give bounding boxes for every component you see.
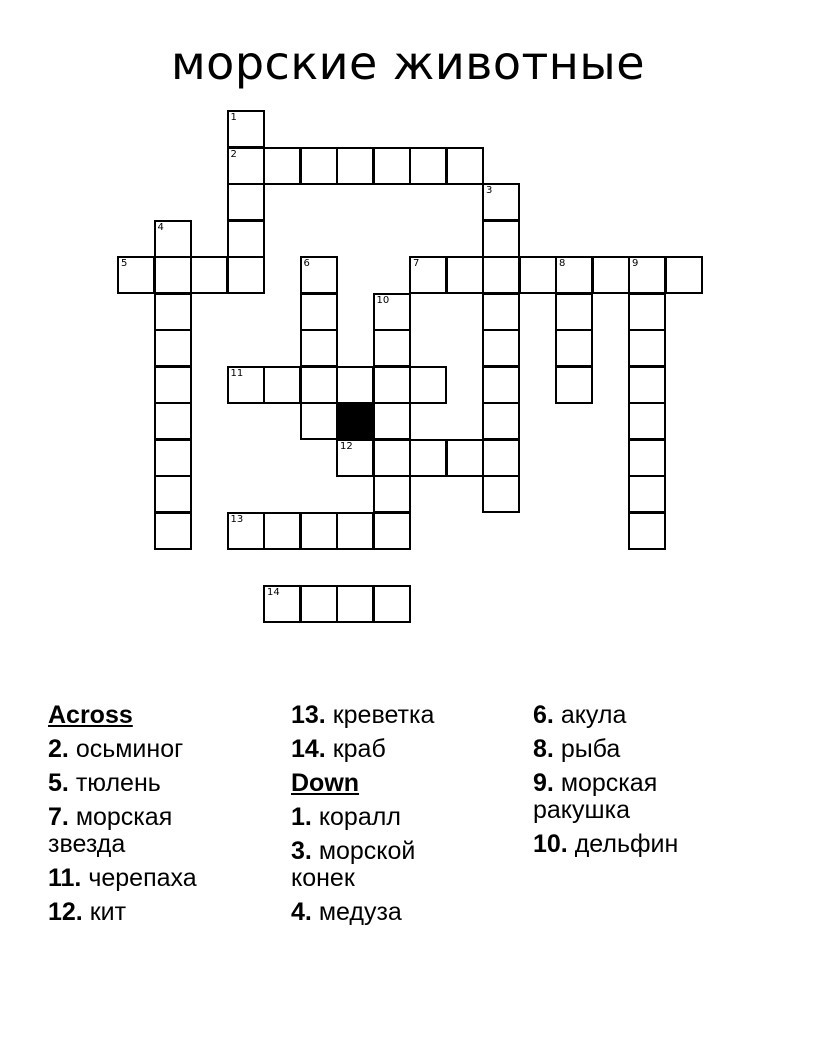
grid-cell[interactable] [373, 329, 411, 367]
grid-cell[interactable] [263, 585, 301, 623]
clue-number: 8 [559, 258, 566, 269]
grid-cell[interactable] [482, 475, 520, 513]
grid-cell[interactable] [446, 256, 484, 294]
clue-number: 2 [230, 148, 237, 160]
clue-down-3: 3. морской конек [291, 837, 416, 892]
clue-number: 7 [413, 258, 420, 269]
clue-down-6: 6. акула [533, 701, 627, 729]
clue-across-11: 11. черепаха [48, 864, 197, 892]
grid-cell[interactable] [227, 366, 265, 404]
grid-cell[interactable] [227, 512, 265, 550]
grid-cell[interactable] [154, 366, 192, 404]
clue-number: 1 [230, 112, 237, 123]
clue-number: 12 [340, 440, 353, 452]
clues-column-3 [533, 702, 773, 865]
grid-cell[interactable] [482, 183, 520, 221]
grid-cell[interactable] [373, 366, 411, 404]
grid-cell[interactable] [154, 475, 192, 513]
clue-down-9: 9. морская ракушка [533, 769, 658, 824]
grid-cell[interactable] [409, 366, 447, 404]
grid-cell[interactable] [519, 256, 557, 294]
across-heading: Across [48, 701, 133, 729]
clue-number: 9 [632, 258, 639, 269]
grid-cell[interactable] [300, 147, 338, 185]
grid-cell[interactable] [555, 329, 593, 367]
grid-cell[interactable] [373, 402, 411, 440]
grid-cell[interactable] [373, 439, 411, 477]
grid-cell[interactable] [227, 183, 265, 221]
grid-cell[interactable] [336, 366, 374, 404]
grid-cell[interactable] [336, 585, 374, 623]
grid-cell[interactable] [300, 329, 338, 367]
grid-cell[interactable] [482, 256, 520, 294]
puzzle-title: морские животные [170, 36, 646, 90]
grid-cell[interactable] [227, 256, 265, 294]
grid-cell[interactable] [628, 256, 666, 294]
blocked-square [336, 402, 374, 440]
clue-number: 6 [303, 258, 310, 269]
grid-cell[interactable] [628, 293, 666, 331]
grid-cell[interactable] [373, 475, 411, 513]
grid-cell[interactable] [300, 585, 338, 623]
grid-cell[interactable] [482, 293, 520, 331]
clue-number: 5 [121, 258, 128, 269]
clue-number: 14 [267, 586, 280, 598]
clue-across-14: 14. краб [291, 735, 386, 763]
clue-number: 11 [230, 367, 244, 379]
grid-cell[interactable] [628, 512, 666, 550]
grid-cell[interactable] [409, 147, 447, 185]
clue-down-1: 1. коралл [291, 803, 401, 831]
clue-number: 13 [230, 513, 244, 525]
grid-cell[interactable] [373, 512, 411, 550]
clue-across-13: 13. креветка [291, 701, 435, 729]
grid-cell[interactable] [336, 512, 374, 550]
grid-cell[interactable] [154, 293, 192, 331]
grid-cell[interactable] [409, 256, 447, 294]
grid-cell[interactable] [373, 147, 411, 185]
grid-cell[interactable] [263, 366, 301, 404]
grid-cell[interactable] [300, 366, 338, 404]
grid-cell[interactable] [373, 585, 411, 623]
grid-cell[interactable] [409, 439, 447, 477]
grid-cell[interactable] [482, 439, 520, 477]
grid-cell[interactable] [482, 220, 520, 258]
grid-cell[interactable] [300, 293, 338, 331]
grid-cell[interactable] [628, 402, 666, 440]
grid-cell[interactable] [373, 293, 411, 331]
grid-cell[interactable] [154, 220, 192, 258]
clue-across-12: 12. кит [48, 898, 127, 926]
grid-cell[interactable] [628, 366, 666, 404]
grid-cell[interactable] [628, 475, 666, 513]
grid-cell[interactable] [555, 366, 593, 404]
clue-number: 3 [486, 185, 493, 196]
grid-cell[interactable] [446, 147, 484, 185]
clues-column-2 [291, 702, 521, 933]
grid-cell[interactable] [117, 256, 155, 294]
grid-cell[interactable] [665, 256, 703, 294]
grid-cell[interactable] [592, 256, 630, 294]
grid-cell[interactable] [154, 329, 192, 367]
grid-cell[interactable] [446, 439, 484, 477]
clue-down-10: 10. дельфин [533, 830, 679, 858]
clue-number: 10 [376, 294, 390, 306]
grid-cell[interactable] [263, 512, 301, 550]
grid-cell[interactable] [336, 439, 374, 477]
grid-cell[interactable] [482, 402, 520, 440]
grid-cell[interactable] [628, 439, 666, 477]
grid-cell[interactable] [154, 512, 192, 550]
grid-cell[interactable] [154, 256, 192, 294]
grid-cell[interactable] [154, 402, 192, 440]
grid-cell[interactable] [482, 329, 520, 367]
clue-across-5: 5. тюлень [48, 769, 161, 797]
clue-across-7: 7. морская звезда [48, 803, 173, 858]
down-heading: Down [291, 769, 360, 797]
grid-cell[interactable] [300, 256, 338, 294]
grid-cell[interactable] [628, 329, 666, 367]
grid-cell[interactable] [154, 439, 192, 477]
grid-cell[interactable] [227, 110, 265, 148]
grid-cell[interactable] [227, 147, 265, 185]
grid-cell[interactable] [555, 256, 593, 294]
grid-cell[interactable] [227, 220, 265, 258]
grid-cell[interactable] [190, 256, 228, 294]
grid-cell[interactable] [263, 147, 301, 185]
clue-down-4: 4. медуза [291, 898, 402, 926]
grid-cell[interactable] [555, 293, 593, 331]
grid-cell[interactable] [300, 512, 338, 550]
clues-column-1 [48, 702, 278, 933]
grid-cell[interactable] [482, 366, 520, 404]
clue-down-8: 8. рыба [533, 735, 621, 763]
clue-number: 4 [157, 221, 164, 233]
clue-across-2: 2. осьминог [48, 735, 184, 763]
grid-cell[interactable] [336, 147, 374, 185]
grid-cell[interactable] [300, 402, 338, 440]
